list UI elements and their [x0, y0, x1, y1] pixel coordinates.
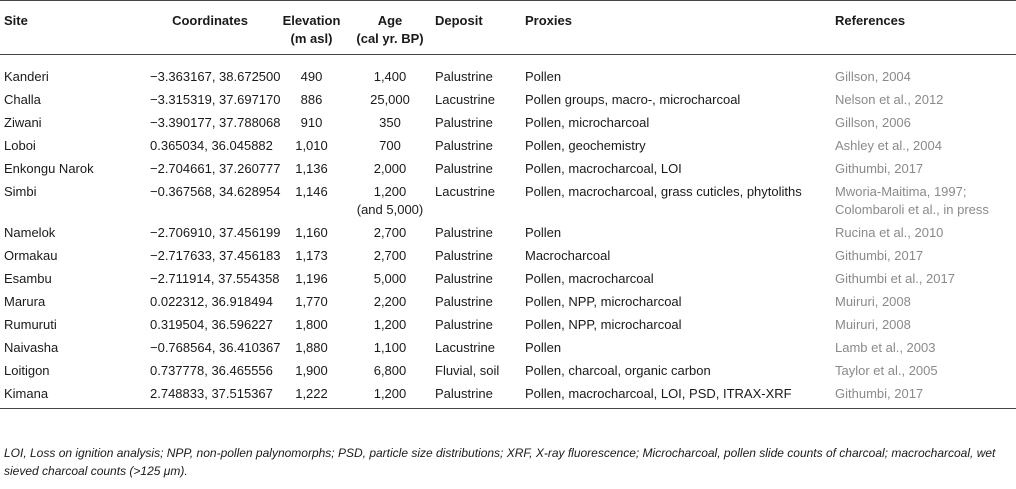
proxies-cell: Pollen, NPP, microcharcoal: [525, 317, 682, 332]
elevation-cell: 1,900: [295, 363, 328, 378]
age-value: 5,000: [373, 271, 407, 286]
age-cell: [349, 158, 431, 181]
proxies-cell: Pollen, microcharcoal: [525, 115, 650, 130]
deposit-cell: Palustrine: [435, 138, 493, 153]
age-value: 1,100: [373, 340, 407, 355]
elevation-cell: 1,222: [295, 386, 328, 401]
proxies-cell: Pollen, macrocharcoal, grass cuticles, phytoliths: [525, 184, 802, 199]
proxies-cell: Pollen, charcoal, organic carbon: [525, 363, 711, 378]
elevation-cell: 1,010: [295, 138, 328, 153]
header-age-line1: Age: [377, 13, 403, 28]
elevation-cell: 886: [300, 92, 323, 107]
proxies-cell: Pollen, macrocharcoal, LOI, PSD, ITRAX-XRF: [525, 386, 792, 401]
site-cell: Loitigon: [4, 363, 50, 378]
table-body: [0, 55, 1016, 409]
references-cell: Githumbi et al., 2017: [835, 271, 955, 286]
coordinates-cell: −3.390177, 37.788068: [150, 115, 281, 130]
deposit-cell: Palustrine: [435, 294, 493, 309]
header-row: [0, 1, 1016, 55]
deposit-cell: Palustrine: [435, 115, 493, 130]
deposit-cell: Palustrine: [435, 317, 493, 332]
elevation-cell: 1,800: [295, 317, 328, 332]
table-row: [0, 383, 1016, 409]
proxies-cell: Pollen: [525, 69, 562, 84]
header-proxies: Proxies: [525, 13, 572, 28]
coordinates-cell: −2.704661, 37.260777: [150, 161, 281, 176]
proxies-cell: Pollen: [525, 340, 562, 355]
age-value: 2,200: [373, 294, 407, 309]
coordinates-cell: −0.367568, 34.628954: [150, 184, 281, 199]
references-cell: Githumbi, 2017: [835, 386, 924, 401]
site-cell: Kimana: [4, 386, 49, 401]
references-cell: Githumbi, 2017: [835, 161, 924, 176]
age-value: 1,400: [373, 69, 407, 84]
age-cell: [349, 291, 431, 314]
coordinates-cell: 0.022312, 36.918494: [150, 294, 273, 309]
elevation-cell: 490: [300, 69, 323, 84]
age-value: 1,200: [373, 317, 407, 332]
references-cell: Ashley et al., 2004: [835, 138, 942, 153]
references-cell: Muiruri, 2008: [835, 317, 911, 332]
table-row: [0, 135, 1016, 158]
references-cell: Taylor et al., 2005: [835, 363, 938, 378]
site-cell: Marura: [4, 294, 46, 309]
proxies-cell: Pollen groups, macro-, microcharcoal: [525, 92, 741, 107]
header-references: References: [835, 13, 906, 28]
coordinates-cell: 0.319504, 36.596227: [150, 317, 273, 332]
age-value: 6,800: [373, 363, 407, 378]
elevation-cell: 1,160: [295, 225, 328, 240]
age-value: 2,700: [373, 225, 407, 240]
deposit-cell: Lacustrine: [435, 184, 495, 199]
coordinates-cell: −2.711914, 37.554358: [150, 271, 280, 286]
site-cell: Rumuruti: [4, 317, 57, 332]
coordinates-cell: −2.706910, 37.456199: [150, 225, 281, 240]
header-deposit: Deposit: [435, 13, 483, 28]
coordinates-cell: −3.315319, 37.697170: [150, 92, 281, 107]
age-cell: [349, 89, 431, 112]
coordinates-cell: −0.768564, 36.410367: [150, 340, 281, 355]
proxies-cell: Pollen, NPP, microcharcoal: [525, 294, 682, 309]
elevation-cell: 1,770: [295, 294, 328, 309]
header-elevation-line2: (m asl): [290, 31, 333, 46]
coordinates-cell: −2.717633, 37.456183: [150, 248, 281, 263]
deposit-cell: Fluvial, soil: [435, 363, 500, 378]
age-cell: [349, 314, 431, 337]
proxies-cell: Pollen, macrocharcoal, LOI: [525, 161, 682, 176]
age-value: 1,200: [373, 386, 407, 401]
site-cell: Loboi: [4, 138, 36, 153]
age-value: 25,000: [370, 92, 410, 107]
age-value: 700: [379, 138, 401, 153]
site-cell: Esambu: [4, 271, 52, 286]
references-cell: Nelson et al., 2012: [835, 92, 944, 107]
deposit-cell: Palustrine: [435, 248, 493, 263]
proxies-cell: Pollen: [525, 225, 562, 240]
site-cell: Kanderi: [4, 69, 49, 84]
proxies-cell: Macrocharcoal: [525, 248, 611, 263]
table-row: [0, 55, 1016, 90]
site-cell: Naivasha: [4, 340, 59, 355]
table-row: [0, 337, 1016, 360]
table-row: [0, 291, 1016, 314]
references-cell: Rucina et al., 2010: [835, 225, 944, 240]
age-cell: [349, 360, 431, 383]
elevation-cell: 1,196: [295, 271, 328, 286]
elevation-cell: 1,173: [295, 248, 328, 263]
table-row: [0, 360, 1016, 383]
age-cell: [349, 135, 431, 158]
deposit-cell: Palustrine: [435, 386, 493, 401]
age-value: 2,700: [373, 248, 407, 263]
table-footnote: LOI, Loss on ignition analysis; NPP, non-pollen palynomorphs; PSD, particle size distributions; XRF, X-ray fluorescence; Microcharcoal, pollen slide counts of charcoal; macrocharcoal, wet sieved charcoal counts (>125 μm).: [4, 446, 996, 478]
deposit-cell: Lacustrine: [435, 92, 495, 107]
site-cell: Challa: [4, 92, 41, 107]
header-age: [349, 1, 431, 55]
references-cell: Gillson, 2006: [835, 115, 911, 130]
table-row: [0, 222, 1016, 245]
table-row: [0, 112, 1016, 135]
elevation-cell: 1,880: [295, 340, 328, 355]
deposit-cell: Palustrine: [435, 161, 493, 176]
site-cell: Ziwani: [4, 115, 42, 130]
site-cell: Namelok: [4, 225, 56, 240]
age-value: 2,000: [373, 161, 407, 176]
coordinates-cell: 2.748833, 37.515367: [150, 386, 273, 401]
table-row: [0, 181, 1016, 222]
site-cell: Simbi: [4, 184, 37, 199]
header-age-line2: (cal yr. BP): [356, 31, 424, 46]
age-cell: [349, 268, 431, 291]
header-site: Site: [4, 13, 28, 28]
age-cell: [349, 383, 431, 409]
age-cell: [349, 337, 431, 360]
age-cell: [349, 181, 431, 222]
table-row: [0, 268, 1016, 291]
coordinates-cell: −3.363167, 38.672500: [150, 69, 281, 84]
age-cell: [349, 55, 431, 90]
table-header: [0, 1, 1016, 55]
references-cell: Gillson, 2004: [835, 69, 911, 84]
references-cell: Mworia-Maitima, 1997; Colombaroli et al., in press: [835, 184, 989, 217]
header-coordinates: Coordinates: [172, 13, 248, 28]
references-cell: Githumbi, 2017: [835, 248, 924, 263]
age-cell: [349, 245, 431, 268]
deposit-cell: Palustrine: [435, 271, 493, 286]
table-row: [0, 314, 1016, 337]
elevation-cell: 1,146: [295, 184, 328, 199]
coordinates-cell: 0.365034, 36.045882: [150, 138, 273, 153]
elevation-cell: 1,136: [295, 161, 328, 176]
proxies-cell: Pollen, geochemistry: [525, 138, 646, 153]
proxies-cell: Pollen, macrocharcoal: [525, 271, 654, 286]
site-cell: Ormakau: [4, 248, 58, 263]
age-cell: [349, 222, 431, 245]
age-cell: [349, 112, 431, 135]
deposit-cell: Palustrine: [435, 225, 493, 240]
age-note: (and 5,000): [356, 202, 424, 217]
references-cell: Muiruri, 2008: [835, 294, 911, 309]
header-elevation: [274, 1, 349, 55]
coordinates-cell: 0.737778, 36.465556: [150, 363, 273, 378]
deposit-cell: Palustrine: [435, 69, 493, 84]
age-value: 350: [379, 115, 401, 130]
table-row: [0, 89, 1016, 112]
table-row: [0, 158, 1016, 181]
site-cell: Enkongu Narok: [4, 161, 94, 176]
elevation-cell: 910: [300, 115, 323, 130]
header-elevation-line1: Elevation: [282, 13, 341, 28]
age-value: 1,200: [373, 184, 407, 199]
table-row: [0, 245, 1016, 268]
references-cell: Lamb et al., 2003: [835, 340, 936, 355]
deposit-cell: Lacustrine: [435, 340, 495, 355]
